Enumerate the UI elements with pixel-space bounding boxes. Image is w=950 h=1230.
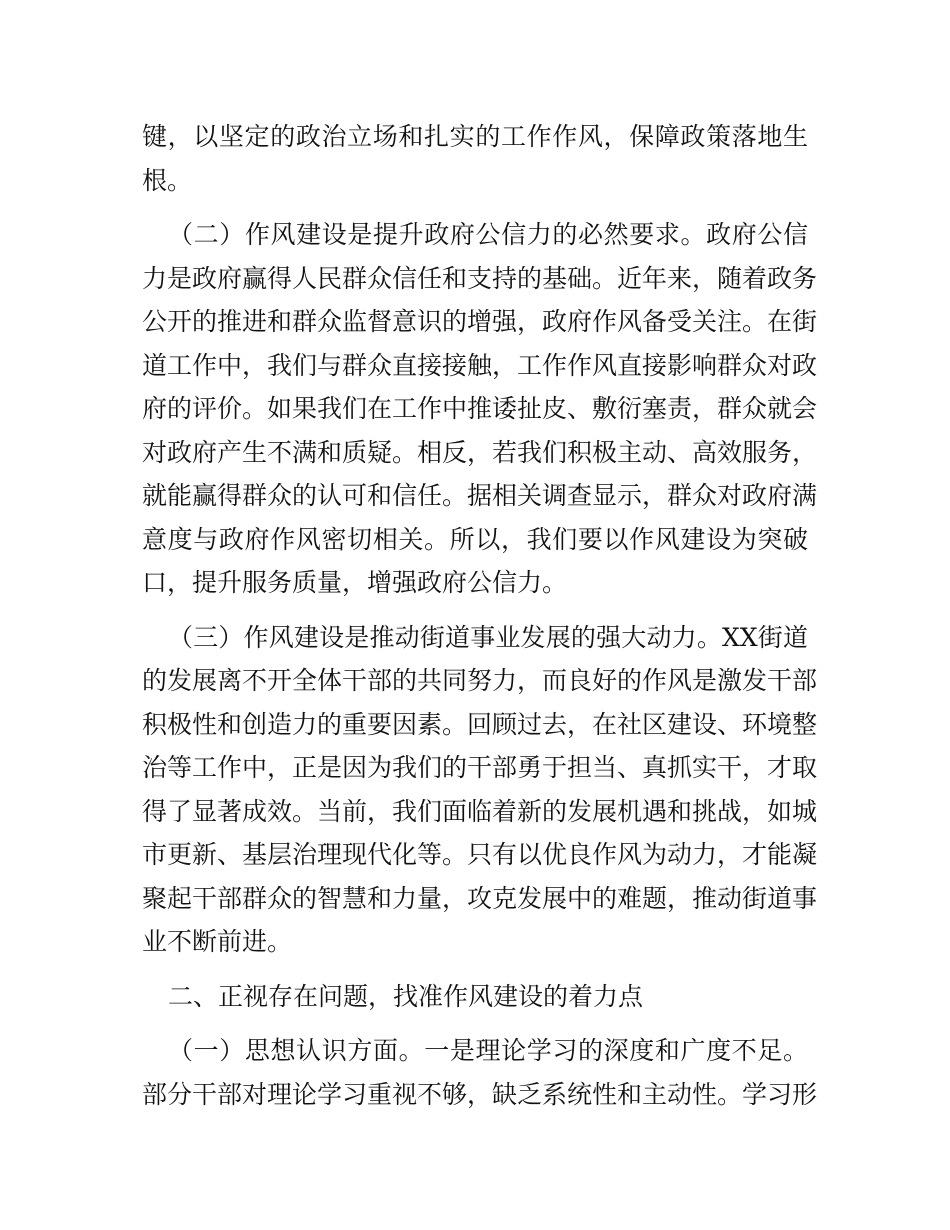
text-line: 积极性和创造力的重要因素。回顾过去，在社区建设、环境整 [142, 709, 818, 739]
text-line: 府的评价。如果我们在工作中推诿扯皮、敷衍塞责，群众就会 [142, 394, 818, 423]
text-line: 聚起干部群众的智慧和力量，攻克发展中的难题，推动街道事 [142, 883, 818, 913]
text-line: 根。 [142, 165, 193, 195]
text-line: 对政府产生不满和质疑。相反，若我们积极主动、高效服务， [142, 437, 818, 467]
text-line: 意度与政府作风密切相关。所以，我们要以作风建设为突破 [142, 524, 808, 554]
text-line: 力是政府赢得人民群众信任和支持的基础。近年来，随着政务 [142, 263, 818, 293]
text-line: 部分干部对理论学习重视不够，缺乏系统性和主动性。学习形 [142, 1079, 818, 1109]
text-line: 公开的推进和群众监督意识的增强，政府作风备受关注。在街 [142, 307, 818, 336]
paragraph [142, 115, 808, 202]
text-line: 就能赢得群众的认可和信任。据相关调查显示，群众对政府满 [142, 481, 818, 510]
document-page [142, 115, 818, 1127]
paragraph [142, 213, 818, 605]
text-line: 得了显著成效。当前，我们面临着新的发展机遇和挑战，如城 [142, 796, 818, 826]
paragraph [142, 1029, 818, 1116]
text-line: （三）作风建设是推动街道事业发展的强大动力。XX街道 [168, 622, 808, 652]
text-line: （二）作风建设是提升政府公信力的必然要求。政府公信 [168, 220, 808, 249]
paragraph [142, 616, 818, 964]
text-line: 的发展离不开全体干部的共同努力，而良好的作风是激发干部 [142, 666, 818, 695]
section-heading [142, 975, 808, 1019]
text-line: 道工作中，我们与群众直接接触，工作作风直接影响群众对政 [142, 350, 818, 380]
text-line: 治等工作中，正是因为我们的干部勇于担当、真抓实干，才取 [142, 753, 818, 782]
text-line: 键，以坚定的政治立场和扎实的工作作风，保障政策落地生 [142, 122, 808, 151]
text-line: 二、正视存在问题，找准作风建设的着力点 [168, 981, 644, 1011]
text-line: （一）思想认识方面。一是理论学习的深度和广度不足。 [168, 1036, 808, 1065]
text-line: 口，提升服务质量，增强政府公信力。 [142, 568, 568, 597]
text-line: 业不断前进。 [142, 927, 293, 956]
text-line: 市更新、基层治理现代化等。只有以优良作风为动力，才能凝 [142, 840, 818, 869]
